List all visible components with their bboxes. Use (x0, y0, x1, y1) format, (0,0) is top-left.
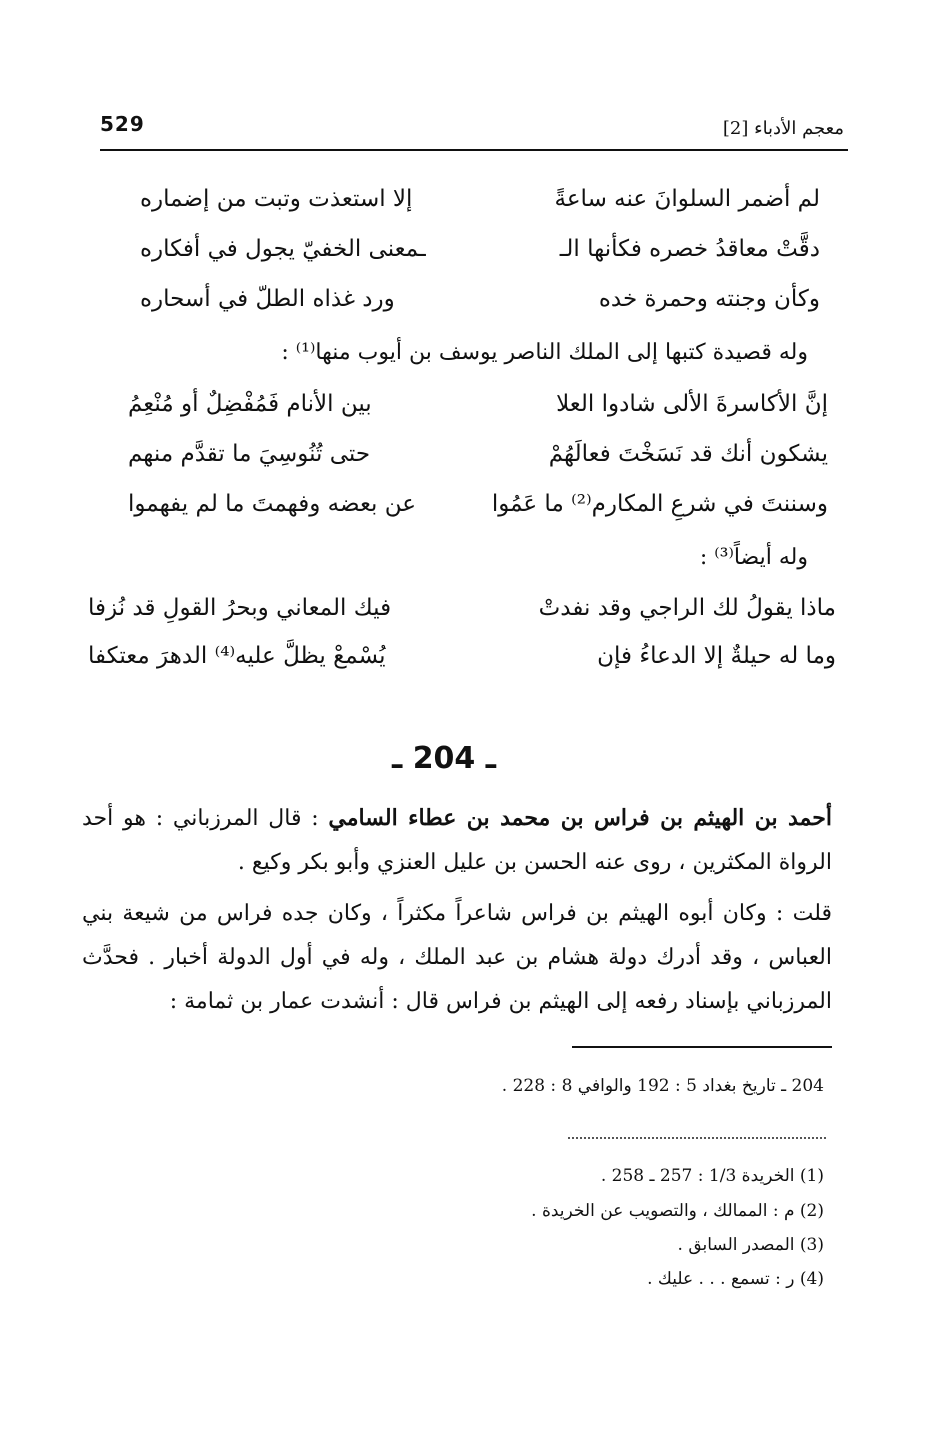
verse-line (140, 186, 820, 218)
verse-second-hemistich: إلا استعذت وتبت من إضماره (140, 186, 413, 212)
poem-intro: وله أيضاً⁽³⁾ : (699, 545, 808, 570)
verse-second-hemistich: فيك المعاني وبحرُ القولِ قد نُزفا (88, 595, 392, 621)
verse-line (128, 491, 828, 523)
verse-line (88, 643, 836, 675)
verse-line (140, 236, 820, 268)
footnote-dotted-rule (568, 1137, 826, 1139)
verse-second-hemistich: عن بعضه وفهمتَ ما لم يفهموا (128, 491, 416, 517)
verse-second-hemistich: حتى تُنُوسِيَ ما تقدَّم منهم (128, 441, 371, 467)
verse-first-hemistich: إنَّ الأكاسرةَ الألى شادوا العلا (556, 391, 828, 417)
running-title: معجم الأدباء [2] (722, 118, 844, 139)
entry-source-note: 204 ـ تاريخ بغداد 5 : 192 والوافي 8 : 228 . (501, 1076, 824, 1096)
verse-line (88, 595, 836, 627)
verse-second-hemistich: بين الأنام فَمُفْضِلٌ أو مُنْعِمُ (128, 391, 372, 417)
page-header (96, 112, 844, 152)
verse-line (128, 391, 828, 423)
page-number: 529 (100, 112, 145, 136)
verse-first-hemistich: ماذا يقولُ لك الراجي وقد نفدتْ (538, 595, 836, 621)
verse-second-hemistich: يُسْمعْ يظلَّ عليه⁽⁴⁾ الدهرَ معتكفا (88, 643, 386, 669)
footnote: (2) م : الممالك ، والتصويب عن الخريدة . (531, 1201, 824, 1221)
entry-name: أحمد بن الهيثم بن فراس بن محمد بن عطاء السامي (328, 805, 832, 831)
entry-paragraph (82, 796, 832, 885)
poem-intro: وله قصيدة كتبها إلى الملك الناصر يوسف بن أيوب منها⁽¹⁾ : (281, 340, 808, 365)
verse-second-hemistich: ـمعنى الخفيّ يجول في أفكاره (140, 236, 426, 262)
verse-line (128, 441, 828, 473)
verse-line (140, 286, 820, 318)
entry-text: : قال المرزباني : هو أحد الرواة المكثرين ، روى عنه الحسن بن عليل العنزي وأبو بكر وكيع . (82, 806, 832, 875)
verse-first-hemistich: يشكون أنك قد نَسَخْتَ فعالَهُمْ (548, 441, 828, 467)
footnote-rule (572, 1046, 832, 1048)
entry-number: ـ 204 ـ (391, 741, 497, 776)
verse-first-hemistich: وما له حيلةٌ إلا الدعاءُ فإن (597, 643, 836, 669)
footnote: (1) الخريدة 1/3 : 257 ـ 258 . (600, 1166, 824, 1186)
verse-first-hemistich: لم أضمر السلوانَ عنه ساعةً (554, 186, 820, 212)
footnote: (3) المصدر السابق . (677, 1235, 824, 1255)
verse-second-hemistich: ورد غذاه الطلّ في أسحاره (140, 286, 395, 312)
footnote: (4) ر : تسمع . . . عليك . (647, 1269, 824, 1289)
entry-paragraph (82, 892, 832, 1024)
verse-first-hemistich: دقَّتْ معاقدُ خصره فكأنها الـ (559, 236, 820, 262)
verse-first-hemistich: وكأن وجنته وحمرة خده (598, 286, 820, 312)
entry-text: قلت : وكان أبوه الهيثم بن فراس شاعراً مكثراً ، وكان جده فراس من شيعة بني العباس ، وقد أدرك دولة هشام بن عبد الملك ، وله في أول الدولة أخبار . فحدَّث المرزباني بإسناد رفعه إلى الهيثم بن فراس قال : أنشدت عمار بن ثمامة : (82, 901, 832, 1014)
verse-first-hemistich: وسننتَ في شرعِ المكارم⁽²⁾ ما عَمُوا (491, 491, 828, 517)
header-rule (100, 149, 848, 151)
